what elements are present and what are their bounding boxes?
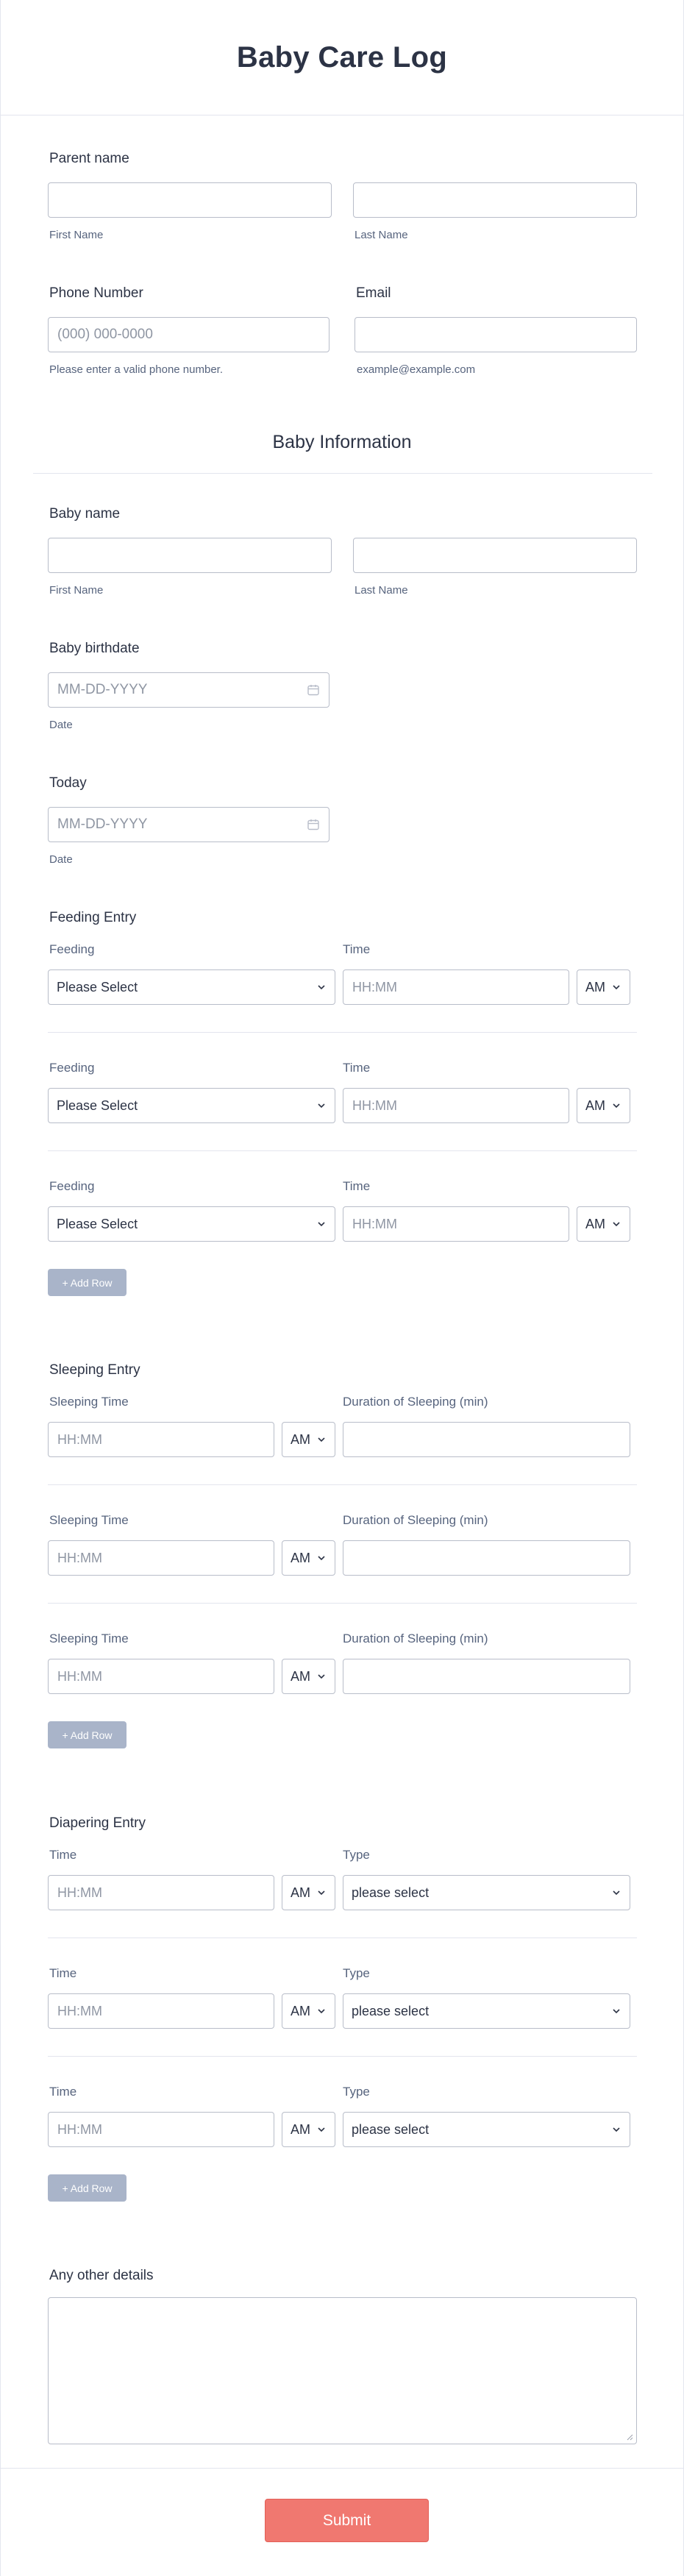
- ampm-value: AM: [585, 1097, 605, 1113]
- sleeping-time-input[interactable]: HH:MM: [48, 1540, 274, 1576]
- parent-last-name-sublabel: Last Name: [355, 229, 408, 241]
- chevron-down-icon: [316, 1887, 327, 1898]
- sleeping-time-column-label: Sleeping Time: [49, 1632, 129, 1645]
- chevron-down-icon: [316, 1553, 327, 1563]
- baby-last-name-sublabel: Last Name: [355, 584, 408, 597]
- sleeping-duration-column-label: Duration of Sleeping (min): [343, 1632, 488, 1645]
- other-details-textarea[interactable]: [48, 2297, 637, 2444]
- parent-last-name-input[interactable]: [353, 182, 637, 218]
- sleeping-duration-column-label: Duration of Sleeping (min): [343, 1395, 488, 1409]
- diapering-type-select[interactable]: [343, 1875, 630, 1910]
- feeding-time-column-label: Time: [343, 1061, 371, 1075]
- type-select-value: please select: [352, 1885, 430, 1900]
- baby-birthdate-sublabel: Date: [49, 719, 73, 731]
- diapering-time-input[interactable]: HH:MM: [48, 1875, 274, 1910]
- row-divider: [48, 1603, 637, 1604]
- email-label: Email: [356, 285, 391, 301]
- diapering-type-column-label: Type: [343, 1966, 370, 1980]
- feeding-add-row-button[interactable]: + Add Row: [48, 1269, 127, 1296]
- submit-button[interactable]: Submit: [265, 2499, 429, 2542]
- chevron-down-icon: [316, 2124, 327, 2135]
- sleeping-entry-heading: Sleeping Entry: [49, 1362, 140, 1378]
- ampm-value: AM: [291, 1550, 310, 1565]
- ampm-value: AM: [291, 1885, 310, 1900]
- type-select-value: please select: [352, 2121, 430, 2137]
- chevron-down-icon: [611, 1100, 621, 1111]
- ampm-value: AM: [291, 2121, 310, 2137]
- ampm-value: AM: [585, 979, 605, 995]
- ampm-value: AM: [585, 1216, 605, 1231]
- feeding-ampm-select[interactable]: [577, 1206, 630, 1242]
- today-label: Today: [49, 775, 87, 791]
- sleeping-duration-column-label: Duration of Sleeping (min): [343, 1513, 488, 1527]
- feeding-entry-heading: Feeding Entry: [49, 910, 137, 925]
- ampm-value: AM: [291, 2003, 310, 2018]
- calendar-icon[interactable]: [307, 683, 320, 697]
- chevron-down-icon: [316, 1671, 327, 1682]
- today-date-input[interactable]: [48, 807, 329, 842]
- baby-first-name-sublabel: First Name: [49, 584, 104, 597]
- diapering-time-input[interactable]: HH:MM: [48, 2112, 274, 2147]
- sleeping-time-column-label: Sleeping Time: [49, 1395, 129, 1409]
- diapering-time-column-label: Time: [49, 2085, 77, 2099]
- feeding-select[interactable]: [48, 1206, 335, 1242]
- row-divider: [48, 1150, 637, 1151]
- feeding-time-input[interactable]: HH:MM: [343, 1206, 569, 1242]
- feeding-select[interactable]: [48, 1088, 335, 1123]
- parent-name-label: Parent name: [49, 151, 129, 166]
- feeding-time-column-label: Time: [343, 942, 371, 956]
- sleeping-duration-input[interactable]: [343, 1659, 630, 1694]
- sleeping-ampm-select[interactable]: [282, 1540, 335, 1576]
- diapering-type-select[interactable]: [343, 1993, 630, 2029]
- feeding-ampm-select[interactable]: [577, 969, 630, 1005]
- diapering-type-column-label: Type: [343, 1848, 370, 1862]
- baby-birthdate-input[interactable]: [48, 672, 329, 708]
- chevron-down-icon: [316, 1434, 327, 1445]
- feeding-column-label: Feeding: [49, 1179, 95, 1193]
- diapering-time-column-label: Time: [49, 1966, 77, 1980]
- sleeping-ampm-select[interactable]: [282, 1422, 335, 1457]
- feeding-select-value: Please Select: [57, 979, 138, 995]
- sleeping-add-row-button[interactable]: + Add Row: [48, 1721, 127, 1748]
- sleeping-time-input[interactable]: HH:MM: [48, 1422, 274, 1457]
- diapering-type-column-label: Type: [343, 2085, 370, 2099]
- other-details-label: Any other details: [49, 2268, 154, 2283]
- diapering-ampm-select[interactable]: [282, 1993, 335, 2029]
- diapering-time-column-label: Time: [49, 1848, 77, 1862]
- form-title: Baby Care Log: [236, 40, 448, 74]
- ampm-value: AM: [291, 1431, 310, 1447]
- resize-grip-icon[interactable]: [626, 2433, 633, 2441]
- feeding-time-input[interactable]: HH:MM: [343, 1088, 569, 1123]
- section-divider: [33, 473, 652, 474]
- phone-label: Phone Number: [49, 285, 143, 301]
- diapering-ampm-select[interactable]: [282, 1875, 335, 1910]
- row-divider: [48, 2056, 637, 2057]
- chevron-down-icon: [316, 1219, 327, 1229]
- sleeping-ampm-select[interactable]: [282, 1659, 335, 1694]
- feeding-select[interactable]: [48, 969, 335, 1005]
- chevron-down-icon: [611, 982, 621, 992]
- chevron-down-icon: [611, 2124, 621, 2135]
- feeding-ampm-select[interactable]: [577, 1088, 630, 1123]
- row-divider: [48, 1032, 637, 1033]
- baby-name-label: Baby name: [49, 506, 121, 522]
- feeding-time-input[interactable]: HH:MM: [343, 969, 569, 1005]
- chevron-down-icon: [611, 1887, 621, 1898]
- baby-first-name-input[interactable]: [48, 538, 332, 573]
- diapering-add-row-button[interactable]: + Add Row: [48, 2174, 127, 2202]
- email-input[interactable]: [355, 317, 637, 352]
- today-sublabel: Date: [49, 853, 73, 866]
- email-sublabel: example@example.com: [357, 363, 476, 376]
- phone-sublabel: Please enter a valid phone number.: [49, 363, 223, 376]
- feeding-column-label: Feeding: [49, 942, 95, 956]
- feeding-select-value: Please Select: [57, 1097, 138, 1113]
- chevron-down-icon: [316, 982, 327, 992]
- type-select-value: please select: [352, 2003, 430, 2018]
- parent-first-name-sublabel: First Name: [49, 229, 104, 241]
- form-header: [1, 0, 683, 115]
- row-divider: [48, 1484, 637, 1485]
- diapering-entry-heading: Diapering Entry: [49, 1815, 146, 1831]
- chevron-down-icon: [611, 2006, 621, 2016]
- diapering-ampm-select[interactable]: [282, 2112, 335, 2147]
- feeding-column-label: Feeding: [49, 1061, 95, 1075]
- ampm-value: AM: [291, 1668, 310, 1684]
- phone-input[interactable]: (000) 000-0000: [48, 317, 329, 352]
- chevron-down-icon: [316, 1100, 327, 1111]
- diapering-time-input[interactable]: HH:MM: [48, 1993, 274, 2029]
- sleeping-time-input[interactable]: HH:MM: [48, 1659, 274, 1694]
- diapering-type-select[interactable]: [343, 2112, 630, 2147]
- birthdate-placeholder: MM-DD-YYYY: [57, 682, 148, 697]
- baby-last-name-input[interactable]: [353, 538, 637, 573]
- chevron-down-icon: [611, 1219, 621, 1229]
- baby-birthdate-label: Baby birthdate: [49, 641, 140, 656]
- feeding-select-value: Please Select: [57, 1216, 138, 1231]
- chevron-down-icon: [316, 2006, 327, 2016]
- parent-first-name-input[interactable]: [48, 182, 332, 218]
- sleeping-time-column-label: Sleeping Time: [49, 1513, 129, 1527]
- sleeping-duration-input[interactable]: [343, 1540, 630, 1576]
- calendar-icon[interactable]: [307, 818, 320, 831]
- baby-information-heading: Baby Information: [272, 432, 412, 452]
- feeding-time-column-label: Time: [343, 1179, 371, 1193]
- sleeping-duration-input[interactable]: [343, 1422, 630, 1457]
- today-placeholder: MM-DD-YYYY: [57, 816, 148, 832]
